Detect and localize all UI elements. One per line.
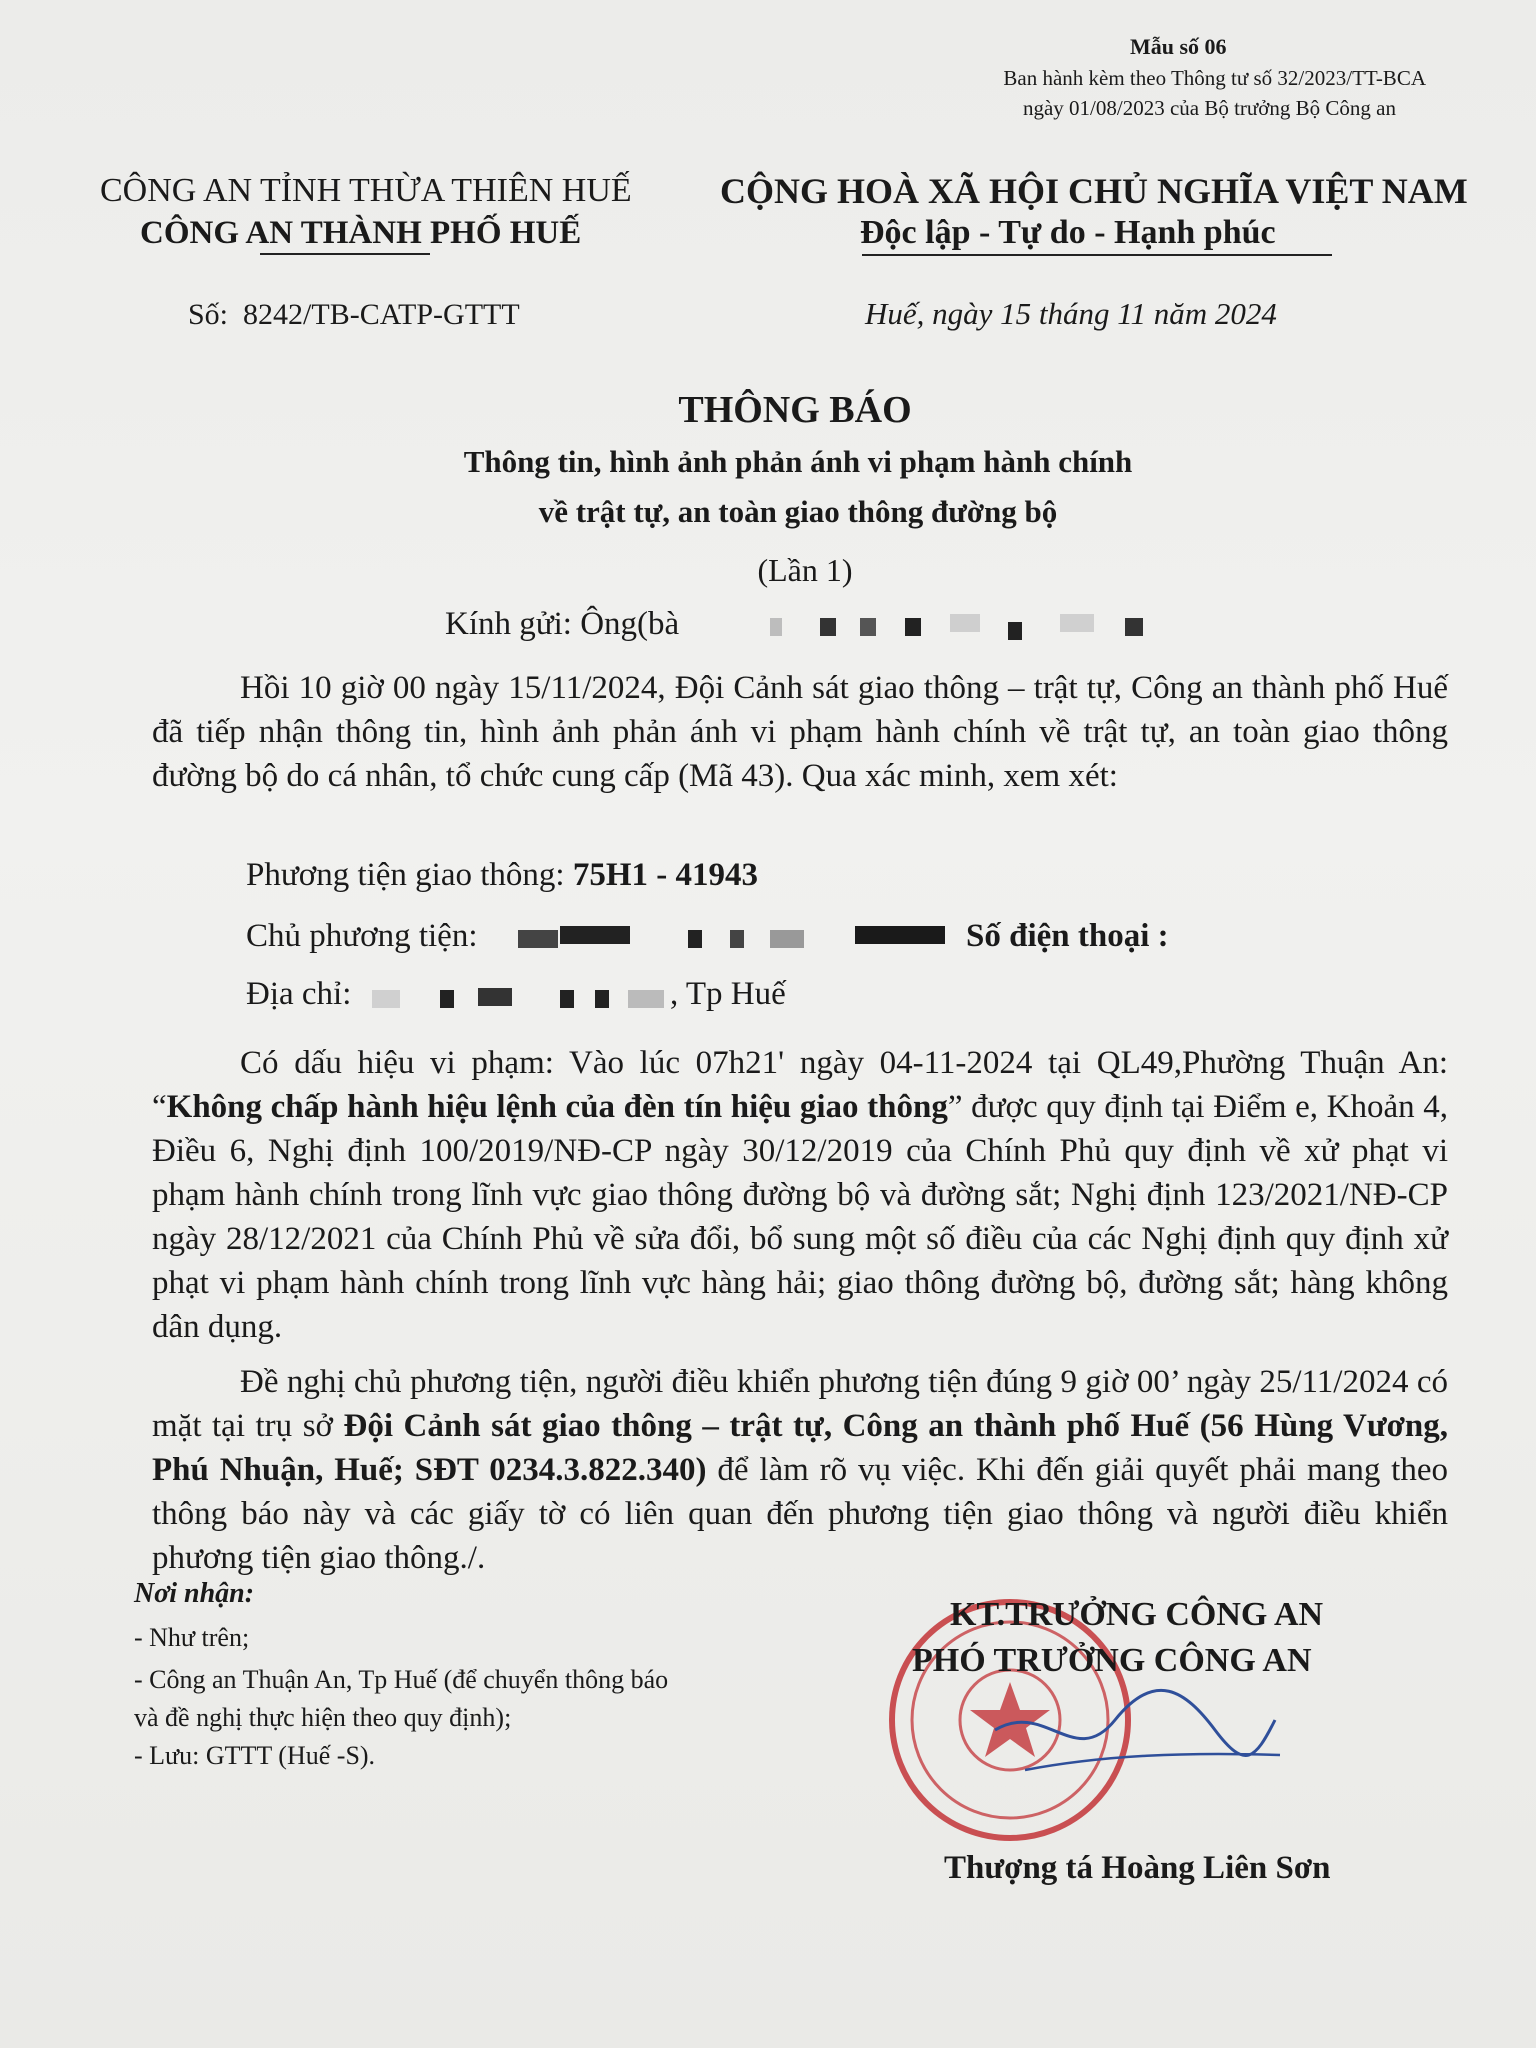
owner-line <box>246 918 478 955</box>
request-prefix: Đề nghị chủ phương tiện, người điều khiển phương tiện đúng 9 giờ 00’ ngày 25/11/2024 có mặt tại trụ sở <box>152 1364 1448 1444</box>
violation-suffix: ” được quy định tại Điểm e, Khoản 4, Điều 6, Nghị định 100/2019/NĐ-CP ngày 30/12/2019 của Chính Phủ quy định về xử phạt vi phạm hành chính trong lĩnh vực giao thông đường bộ và đường sắt; Nghị định 123/2021/NĐ-CP ngày 28/12/2021 của Chính Phủ về sửa đổi, bổ sung một số điều của các Nghị định quy định xử phạt vi phạm hành chính trong lĩnh vực hàng hải; giao thông đường bộ, đường sắt; hàng không dân dụng. <box>152 1089 1448 1345</box>
document-number <box>188 298 520 332</box>
request-paragraph <box>152 1360 1448 1580</box>
recipient-item: - Lưu: GTTT (Huế -S). <box>134 1741 376 1770</box>
intro-text: Hồi 10 giờ 00 ngày 15/11/2024, Đội Cảnh sát giao thông – trật tự, Công an thành phố Huế đã tiếp nhận thông tin, hình ảnh phản ánh vi phạm hành chính về trật tự, an toàn giao thông đường bộ do cá nhân, tổ chức cung cấp (Mã 43). Qua xác minh, xem xét: <box>152 670 1448 794</box>
handwritten-signature <box>985 1660 1285 1800</box>
vehicle-line <box>246 857 758 894</box>
signature-title-2: PHÓ TRƯỞNG CÔNG AN <box>912 1642 1312 1679</box>
signer-name: Thượng tá Hoàng Liên Sơn <box>944 1850 1331 1886</box>
motto-underline <box>862 254 1332 256</box>
signature-title-1: KT.TRƯỞNG CÔNG AN <box>950 1596 1324 1633</box>
vehicle-label: Phương tiện giao thông: <box>246 857 565 893</box>
address-city: , Tp Huế <box>670 976 786 1012</box>
owner-label: Chủ phương tiện: <box>246 918 478 954</box>
recipient-item: - Công an Thuận An, Tp Huế (để chuyển thông báo <box>134 1665 669 1694</box>
document-date: Huế, ngày 15 tháng 11 năm 2024 <box>865 296 1277 331</box>
violation-prefix: Có dấu hiệu vi phạm: Vào lúc 07h21' ngày 04-11-2024 tại QL49,Phường Thuận An: “ <box>152 1045 1448 1125</box>
document-number-value: 8242/TB-CATP-GTTT <box>243 298 520 331</box>
form-number: Mẫu số 06 <box>1130 34 1227 59</box>
form-note-line-1: Ban hành kèm theo Thông tư số 32/2023/TT-BCA <box>1003 66 1426 90</box>
form-note-line-2: ngày 01/08/2023 của Bộ trưởng Bộ Công an <box>1022 96 1396 120</box>
notice-subtitle-1: Thông tin, hình ảnh phản ánh vi phạm hành chính <box>463 444 1133 479</box>
intro-paragraph <box>152 666 1448 798</box>
violation-paragraph <box>152 1041 1448 1349</box>
addressee-line: Kính gửi: Ông(bà <box>445 606 680 642</box>
document-number-label: Số: <box>188 298 229 331</box>
request-text <box>152 1360 1448 1580</box>
violation-text <box>152 1041 1448 1349</box>
vehicle-plate: 75H1 - 41943 <box>572 857 758 893</box>
recipient-item: - Như trên; <box>134 1623 250 1652</box>
national-motto: Độc lập - Tự do - Hạnh phúc <box>860 214 1276 251</box>
organization-name: CÔNG AN THÀNH PHỐ HUẾ <box>140 215 582 251</box>
notice-round: (Lần 1) <box>757 552 853 588</box>
org-underline <box>260 253 430 255</box>
national-title: CỘNG HOÀ XÃ HỘI CHỦ NGHĨA VIỆT NAM <box>720 171 1468 211</box>
recipients-title: Nơi nhận: <box>134 1578 255 1609</box>
notice-subtitle-2: về trật tự, an toàn giao thông đường bộ <box>538 494 1058 529</box>
request-location: Đội Cảnh sát giao thông – trật tự, Công an thành phố Huế (56 Hùng Vương, Phú Nhuận, Huế; SĐT 0234.3.822.340) <box>152 1408 1449 1488</box>
violation-name: Không chấp hành hiệu lệnh của đèn tín hiệu giao thông <box>166 1089 948 1125</box>
parent-organization: CÔNG AN TỈNH THỪA THIÊN HUẾ <box>100 172 632 209</box>
recipient-item: và đề nghị thực hiện theo quy định); <box>134 1703 512 1732</box>
phone-label: Số điện thoại : <box>966 918 1169 954</box>
address-label: Địa chỉ: <box>246 976 352 1012</box>
request-suffix: để làm rõ vụ việc. Khi đến giải quyết phải mang theo thông báo này và các giấy tờ có liên quan đến phương tiện giao thông và người điều khiển phương tiện giao thông./. <box>152 1452 1448 1576</box>
notice-title: THÔNG BÁO <box>678 389 912 431</box>
